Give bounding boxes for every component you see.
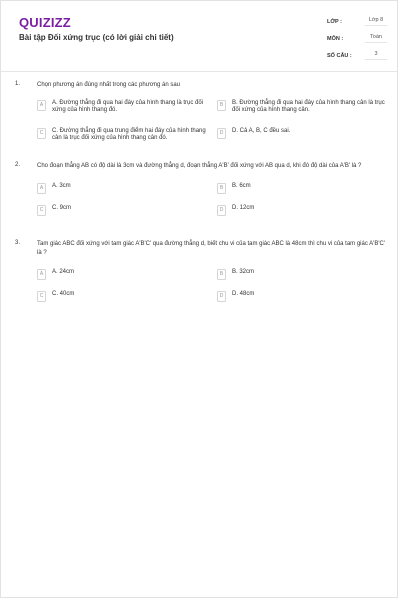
option-text: C. Đường thẳng đi qua trung điểm hai đáy của hình thang cân là trục đối xứng của hình thang cân đó. <box>52 127 206 141</box>
question-3 <box>15 240 385 309</box>
option-b[interactable] <box>217 100 387 115</box>
option-letter-box: A <box>37 100 46 111</box>
option-letter-box: C <box>37 205 46 216</box>
answer-options <box>37 269 385 309</box>
option-letter-box: A <box>37 183 46 194</box>
question-1 <box>15 81 385 152</box>
option-text: D. Cả A, B, C đều sai. <box>232 127 291 134</box>
question-text: Cho đoạn thẳng AB có độ dài là 3cm và đường thẳng d, đoạn thẳng A'B' đối xứng với AB qua d, khi đó độ dài của A'B' là ? <box>37 163 362 169</box>
meta-label: MÔN : <box>327 35 344 42</box>
option-d[interactable] <box>217 291 387 302</box>
option-a[interactable] <box>37 269 207 280</box>
question-text: Chọn phương án đúng nhất trong các phương án sau <box>37 82 181 88</box>
worksheet-title: Bài tập Đối xứng trục (có lời giải chi tiết) <box>19 33 174 42</box>
option-letter-box: B <box>217 269 226 280</box>
question-number: 1. <box>15 81 21 87</box>
quizizz-logo: QUIZIZZ <box>19 15 71 30</box>
option-text: A. 3cm <box>52 182 71 189</box>
option-text: B. 32cm <box>232 269 255 275</box>
option-text: A. Đường thẳng đi qua hai đáy của hình thang là trục đối xứng của hình thang đó. <box>52 99 204 113</box>
option-a[interactable] <box>37 100 207 115</box>
option-text: A. 24cm <box>52 269 75 275</box>
option-letter-box: D <box>217 205 226 216</box>
answer-options <box>37 100 385 152</box>
question-text: Tam giác ABC đối xứng với tam giác A'B'C' qua đường thẳng d, biết chu vi của tam giác ABC là 48cm thì chu vi của tam giác A'B'C' là ? <box>37 241 385 256</box>
option-d[interactable] <box>217 128 387 139</box>
question-number: 3. <box>15 240 21 246</box>
option-letter-box: B <box>217 183 226 194</box>
worksheet-header <box>1 1 397 72</box>
option-text: B. Đường thẳng đi qua hai đáy của hình thang cân là trục đối xứng của hình thang cân. <box>232 99 385 113</box>
option-c[interactable] <box>37 205 207 216</box>
meta-value: 3 <box>365 51 387 60</box>
meta-label: LỚP : <box>327 18 342 25</box>
option-letter-box: C <box>37 291 46 302</box>
meta-value: Lớp 8 <box>365 17 387 26</box>
option-letter-box: D <box>217 291 226 302</box>
meta-label: SỐ CÂU : <box>327 52 352 59</box>
option-letter-box: C <box>37 128 46 139</box>
option-letter-box: B <box>217 100 226 111</box>
option-text: C. 9cm <box>52 204 72 211</box>
question-number: 2. <box>15 162 21 168</box>
question-2 <box>15 162 385 223</box>
option-text: D. 48cm <box>232 291 255 297</box>
option-d[interactable] <box>217 205 387 216</box>
worksheet-meta <box>327 13 387 64</box>
meta-row-grade <box>327 13 387 30</box>
option-b[interactable] <box>217 269 387 280</box>
option-letter-box: D <box>217 128 226 139</box>
option-c[interactable] <box>37 128 207 143</box>
option-c[interactable] <box>37 291 207 302</box>
answer-options <box>37 183 385 223</box>
option-a[interactable] <box>37 183 207 194</box>
meta-row-subject <box>327 30 387 47</box>
option-b[interactable] <box>217 183 387 194</box>
meta-row-question-count <box>327 47 387 64</box>
option-text: D. 12cm <box>232 204 255 211</box>
meta-value: Toán <box>365 34 387 43</box>
option-text: C. 40cm <box>52 291 75 297</box>
option-letter-box: A <box>37 269 46 280</box>
option-text: B. 6cm <box>232 182 251 189</box>
